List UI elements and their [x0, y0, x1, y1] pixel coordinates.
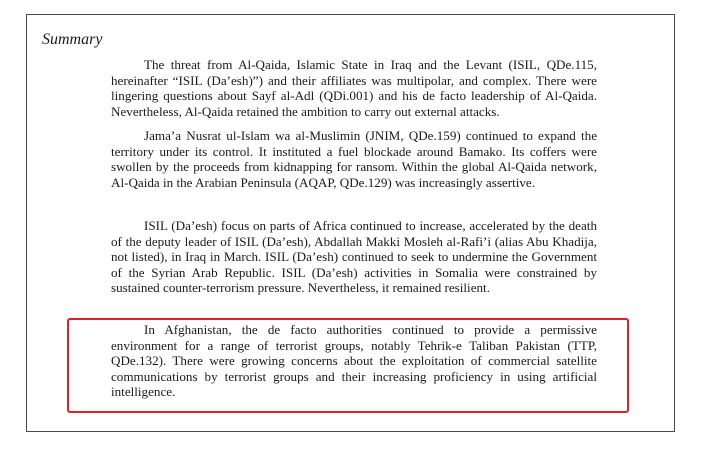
paragraph-jnim: Jama’a Nusrat ul-Islam wa al-Muslimin (JNIM, QDe.159) continued to expand the territory under its control. It instituted a fuel blockade around Bamako. Its coffers were swollen by the proceeds from kidnapping for ransom. Within the global Al-Qaida network, Al-Qaida in the Arabian Peninsula (AQAP, QDe.129) was increasingly assertive.: [111, 128, 597, 190]
summary-heading: Summary: [42, 31, 103, 48]
highlight-annotation-box: [67, 318, 629, 413]
paragraph-al-qaida-threat: The threat from Al-Qaida, Islamic State in Iraq and the Levant (ISIL, QDe.115, hereinafter “ISIL (Da’esh)”) and their affiliates was multipolar, and complex. There were lingering questions about Sayf al-Adl (QDi.001) and his de facto leadership of Al-Qaida. Nevertheless, Al-Qaida retained the ambition to carry out external attacks.: [111, 57, 597, 119]
paragraph-afghanistan: In Afghanistan, the de facto authorities continued to provide a permissive environment for a range of terrorist groups, notably Tehrik-e Taliban Pakistan (TTP, QDe.132). There were growing concerns about the exploitation of commercial satellite communications by terrorist groups and their increasing proficiency in using artificial intelligence.: [111, 322, 597, 400]
paragraph-isil-africa: ISIL (Da’esh) focus on parts of Africa continued to increase, accelerated by the death of the deputy leader of ISIL (Da’esh), Abdallah Makki Mosleh al-Rafi’i (alias Abu Khadija, not listed), in Iraq in March. ISIL (Da’esh) continued to seek to undermine the Government of the Syrian Arab Republic. ISIL (Da’esh) activities in Somalia were constrained by sustained counter-terrorism pressure. Nevertheless, it remained resilient.: [111, 218, 597, 296]
